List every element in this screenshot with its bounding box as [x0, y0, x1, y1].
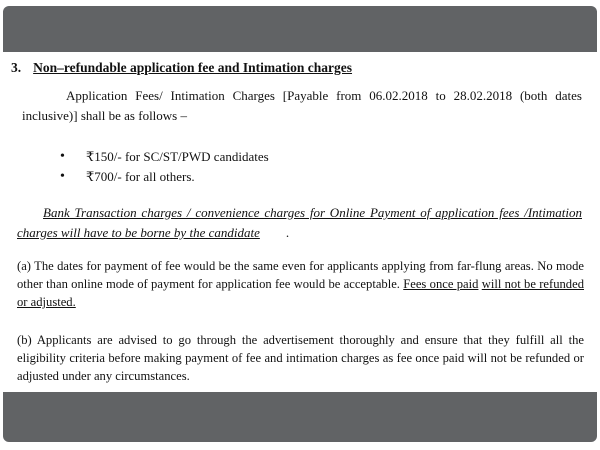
bank-charges-text: Bank Transaction charges / convenience charges for Online Payment of application fees /Intimation charges will have to be borne by the candidate [17, 205, 582, 240]
bank-charges-note [17, 203, 582, 243]
fee-item [60, 167, 269, 187]
bullet-icon: • [60, 169, 65, 184]
bank-charges-period: . [285, 225, 290, 240]
not-refunded-emphasis: will not be refunded or adjusted. [17, 277, 584, 309]
section-number: 3. [11, 60, 22, 75]
paragraph-a [17, 257, 584, 311]
section-heading [11, 60, 352, 76]
fee-item [60, 147, 269, 167]
fee-list [60, 147, 269, 187]
bullet-icon: • [60, 149, 65, 164]
fee-item-text: ₹150/- for SC/ST/PWD candidates [86, 149, 269, 164]
top-gray-bar [3, 6, 597, 52]
bottom-gray-bar [3, 392, 597, 442]
intro-paragraph: Application Fees/ Intimation Charges [Payable from 06.02.2018 to 28.02.2018 (both dates inclusive)] shall be as follows – [22, 88, 582, 123]
paragraph-b: (b) Applicants are advised to go through the advertisement thoroughly and ensure that they fulfill all the eligibility criteria before making payment of fee and intimation charges as fee once paid will not be refunded or adjusted under any circumstances. [17, 333, 584, 383]
fees-once-paid-emphasis: Fees once paid [403, 277, 479, 291]
document-excerpt [0, 52, 600, 392]
section-title: Non–refundable application fee and Intimation charges [33, 60, 353, 75]
paragraph-a-text: (a) The dates for payment of fee would be the same even for applicants applying from far-flung areas. No mode other than online mode of payment for application fee would be acceptable. [17, 259, 584, 291]
fee-item-text: ₹700/- for all others. [86, 169, 195, 184]
